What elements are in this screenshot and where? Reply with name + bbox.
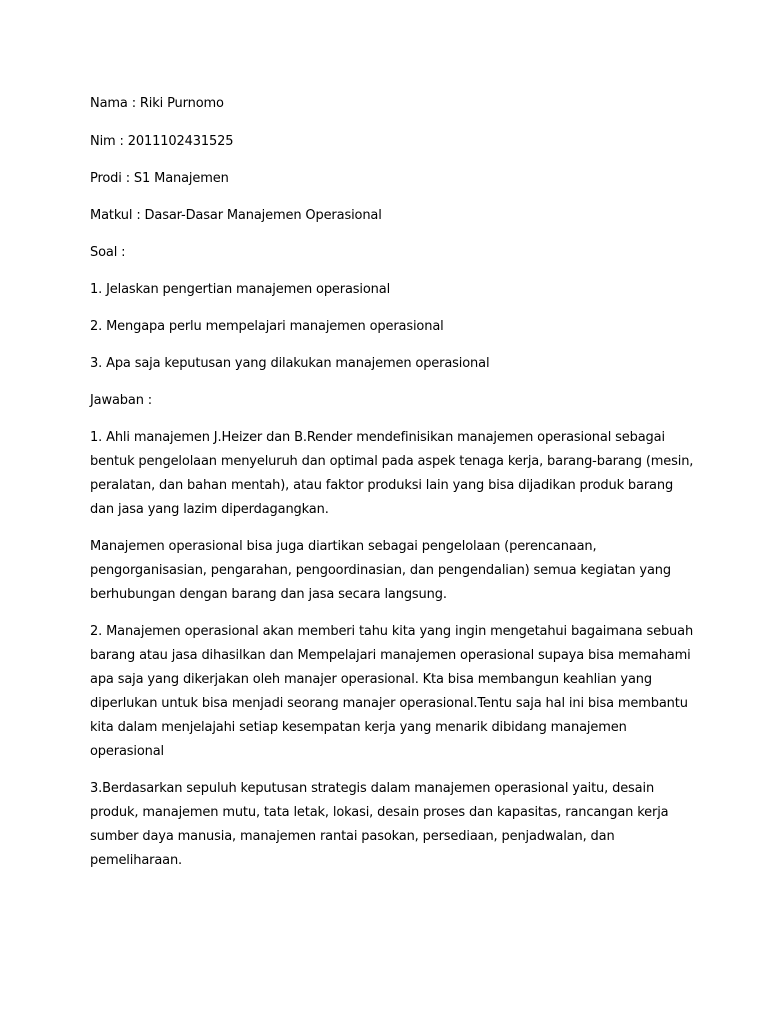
answer-line: barang atau jasa dihasilkan dan Mempelajari manajemen operasional supaya bisa memahami (90, 648, 691, 663)
answer-line: 1. Ahli manajemen J.Heizer dan B.Render mendefinisikan manajemen operasional sebagai (90, 430, 665, 445)
answer-line: operasional (90, 744, 165, 759)
answer-line: pemeliharaan. (90, 853, 183, 868)
answer-line: apa saja yang dikerjakan oleh manajer operasional. Kta bisa membangun keahlian yang (90, 672, 652, 687)
answer-line: dan jasa yang lazim diperdagangkan. (90, 502, 329, 517)
answer-line: 2. Manajemen operasional akan memberi tahu kita yang ingin mengetahui bagaimana sebuah (90, 624, 694, 639)
answer-line: berhubungan dengan barang dan jasa secara langsung. (90, 587, 447, 602)
answer-line: 3.Berdasarkan sepuluh keputusan strategis dalam manajemen operasional yaitu, desain (90, 781, 655, 796)
answer-line: bentuk pengelolaan menyeluruh dan optimal pada aspek tenaga kerja, barang-barang (mesin, (90, 454, 694, 469)
answer-line: Manajemen operasional bisa juga diartikan sebagai pengelolaan (perencanaan, (90, 539, 597, 554)
answer-line: produk, manajemen mutu, tata letak, lokasi, desain proses dan kapasitas, rancangan kerja (90, 805, 669, 820)
student-name: Nama : Riki Purnomo (90, 96, 224, 111)
answer-line: pengorganisasian, pengarahan, pengoordinasian, dan pengendalian) semua kegiatan yang (90, 563, 671, 578)
question-3: 3. Apa saja keputusan yang dilakukan manajemen operasional (90, 356, 490, 371)
answer-2-paragraph (90, 620, 694, 764)
answer-1-paragraph (90, 426, 694, 522)
question-1: 1. Jelaskan pengertian manajemen operasional (90, 282, 391, 297)
answer-line: sumber daya manusia, manajemen rantai pasokan, persediaan, penjadwalan, dan (90, 829, 615, 844)
question-2: 2. Mengapa perlu mempelajari manajemen operasional (90, 319, 444, 334)
course-name: Matkul : Dasar-Dasar Manajemen Operasional (90, 208, 382, 223)
answer-line: kita dalam menjelajahi setiap kesempatan kerja yang menarik dibidang manajemen (90, 720, 627, 735)
soal-heading: Soal : (90, 245, 126, 260)
student-nim: Nim : 2011102431525 (90, 134, 234, 149)
answer-3-paragraph (90, 777, 690, 873)
answer-line: diperlukan untuk bisa menjadi seorang manajer operasional.Tentu saja hal ini bisa membantu (90, 696, 688, 711)
answer-line: peralatan, dan bahan mentah), atau faktor produksi lain yang bisa dijadikan produk barang (90, 478, 674, 493)
answer-1b-paragraph (90, 535, 690, 607)
document-body (90, 92, 694, 873)
jawaban-heading: Jawaban : (90, 393, 153, 408)
study-program: Prodi : S1 Manajemen (90, 171, 229, 186)
